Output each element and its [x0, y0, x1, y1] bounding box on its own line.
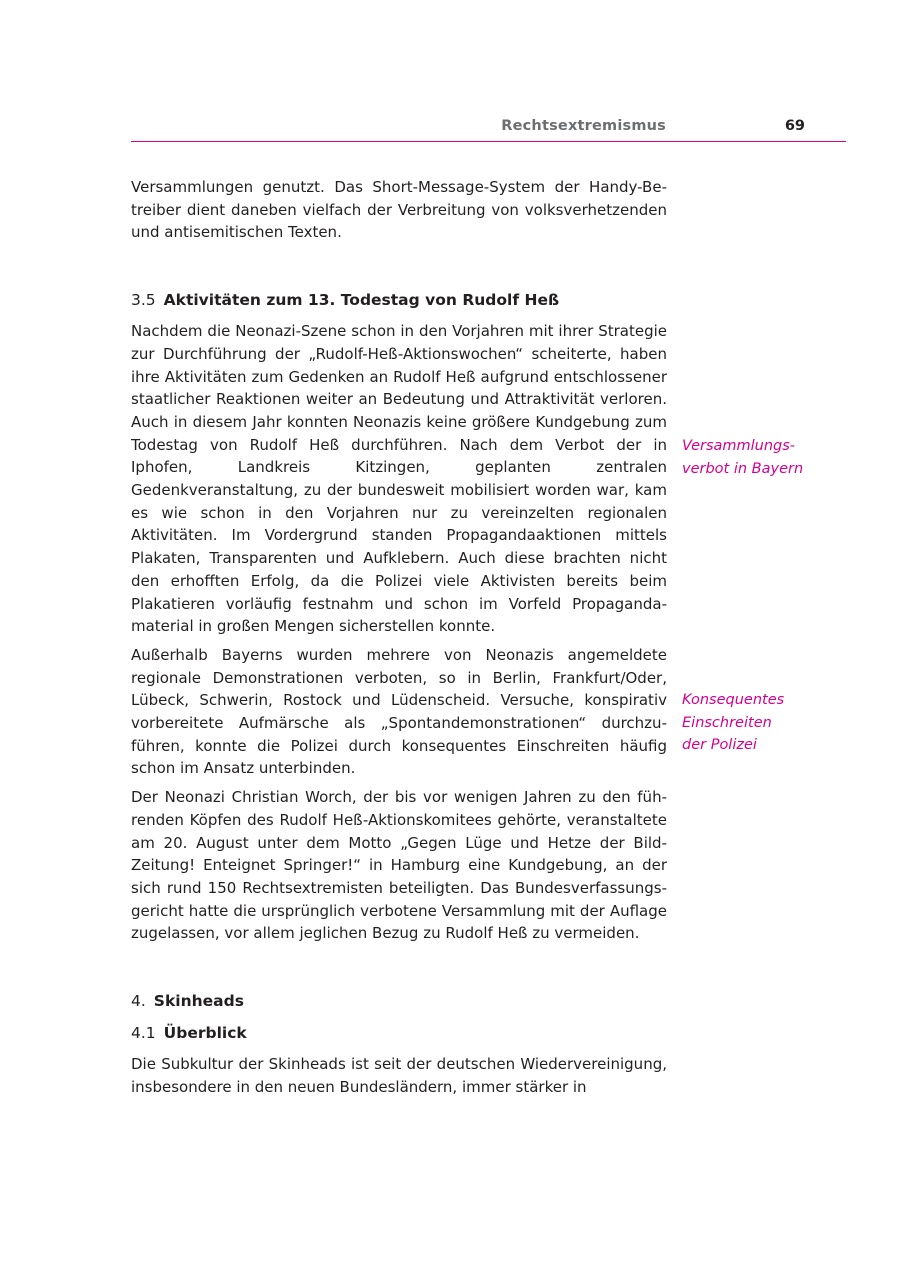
margin-note-line: Konsequentes [682, 692, 785, 708]
section-title: Skinheads [153, 992, 244, 1011]
margin-note-versammlungsverbot [682, 435, 862, 480]
margin-note-line: Einschreiten [682, 714, 772, 731]
section-heading-3-5 [131, 289, 667, 311]
paragraph: Der Neonazi Christian Worch, der bis vor wenigen Jahren zu den führenden Köpfen des Rudolf Heß-Aktionskomitees gehörte, veranstaltete am 20. August unter dem Motto „Gegen Lüge und Hetze der Bild-Zeitung! Enteignet Springer!“ in Hamburg eine Kundgebung, an der sich rund 150 Rechtsextremisten beteiligten. Das Bundesverfassungsgericht hatte die ursprünglich verbotene Versammlung mit der Auflage zugelassen, vor allem jeglichen Bezug zu Rudolf Heß zu vermeiden. [131, 788, 667, 943]
margin-note-konsequentes-einschreiten [682, 689, 862, 757]
page-number: 69 [784, 118, 805, 134]
paragraph: Die Subkultur der Skinheads ist seit der deutschen Wiedervereinigung, insbesondere in den neuen Bundesländern, immer stärker in [131, 1055, 667, 1096]
section-number: 4.1 [131, 1024, 156, 1043]
paragraph: Nachdem die Neonazi-Szene schon in den Vorjahren mit ihrer Strategie zur Durchführung der „Rudolf-Heß-Aktionswochen“ scheiterte, haben ihre Aktivitäten zum Gedenken an Rudolf Heß aufgrund entschlossener staatlicher Reaktionen weiter an Bedeutung und Attraktivität verloren. Auch in diesem Jahr konnten Neonazis keine größere Kundgebung zum Todestag von Rudolf Heß durchführen. Nach dem Verbot der in Iphofen, Landkreis Kitzingen, geplanten zentralen Gedenkveranstaltung, zu der bundesweit mobilisiert worden war, kam es wie schon in den Vorjahren nur zu vereinzelten regionalen Aktivitäten. Im Vordergrund standen Propagandaaktionen mittels Plakaten, Transparenten und Aufklebern. Auch diese brachten nicht den erhofften Erfolg, da die Polizei viele Aktivisten bereits beim Plakatieren vorläufig festnahm und schon im Vorfeld Propagandamaterial in großen Mengen sicherstellen konnte. [131, 322, 667, 636]
header-rule [131, 141, 846, 142]
section-number: 3.5 [131, 291, 156, 310]
section-title: Überblick [163, 1024, 247, 1043]
margin-note-line: verbot in Bayern [682, 460, 804, 477]
paragraph: Außerhalb Bayerns wurden mehrere von Neonazis angemeldete regionale Demonstrationen verboten, so in Berlin, Frankfurt/Oder, Lübeck, Schwerin, Rostock und Lüdenscheid. Versuche, konspirativ vorbereitete Aufmärsche als „Spontandemonstrationen“ durchzuführen, konnte die Polizei durch konsequentes Einschreiten häufig schon im Ansatz unterbinden. [131, 645, 667, 778]
intro-paragraph: Versammlungen genutzt. Das Short-Message-System der Handy-Betreiber dient daneben vielfach der Verbreitung von volksverhetzenden und antisemitischen Texten. [131, 178, 667, 242]
section-number: 4. [131, 992, 146, 1011]
section-title: Aktivitäten zum 13. Todestag von Rudolf Heß [163, 291, 560, 310]
section-heading-4 [131, 990, 667, 1012]
margin-note-line: Versammlungs- [682, 438, 796, 454]
main-text-column [131, 176, 667, 1099]
margin-note-line: der Polizei [682, 737, 757, 754]
section-heading-4-1 [131, 1022, 667, 1044]
header-title: Rechtsextremismus [501, 118, 666, 134]
